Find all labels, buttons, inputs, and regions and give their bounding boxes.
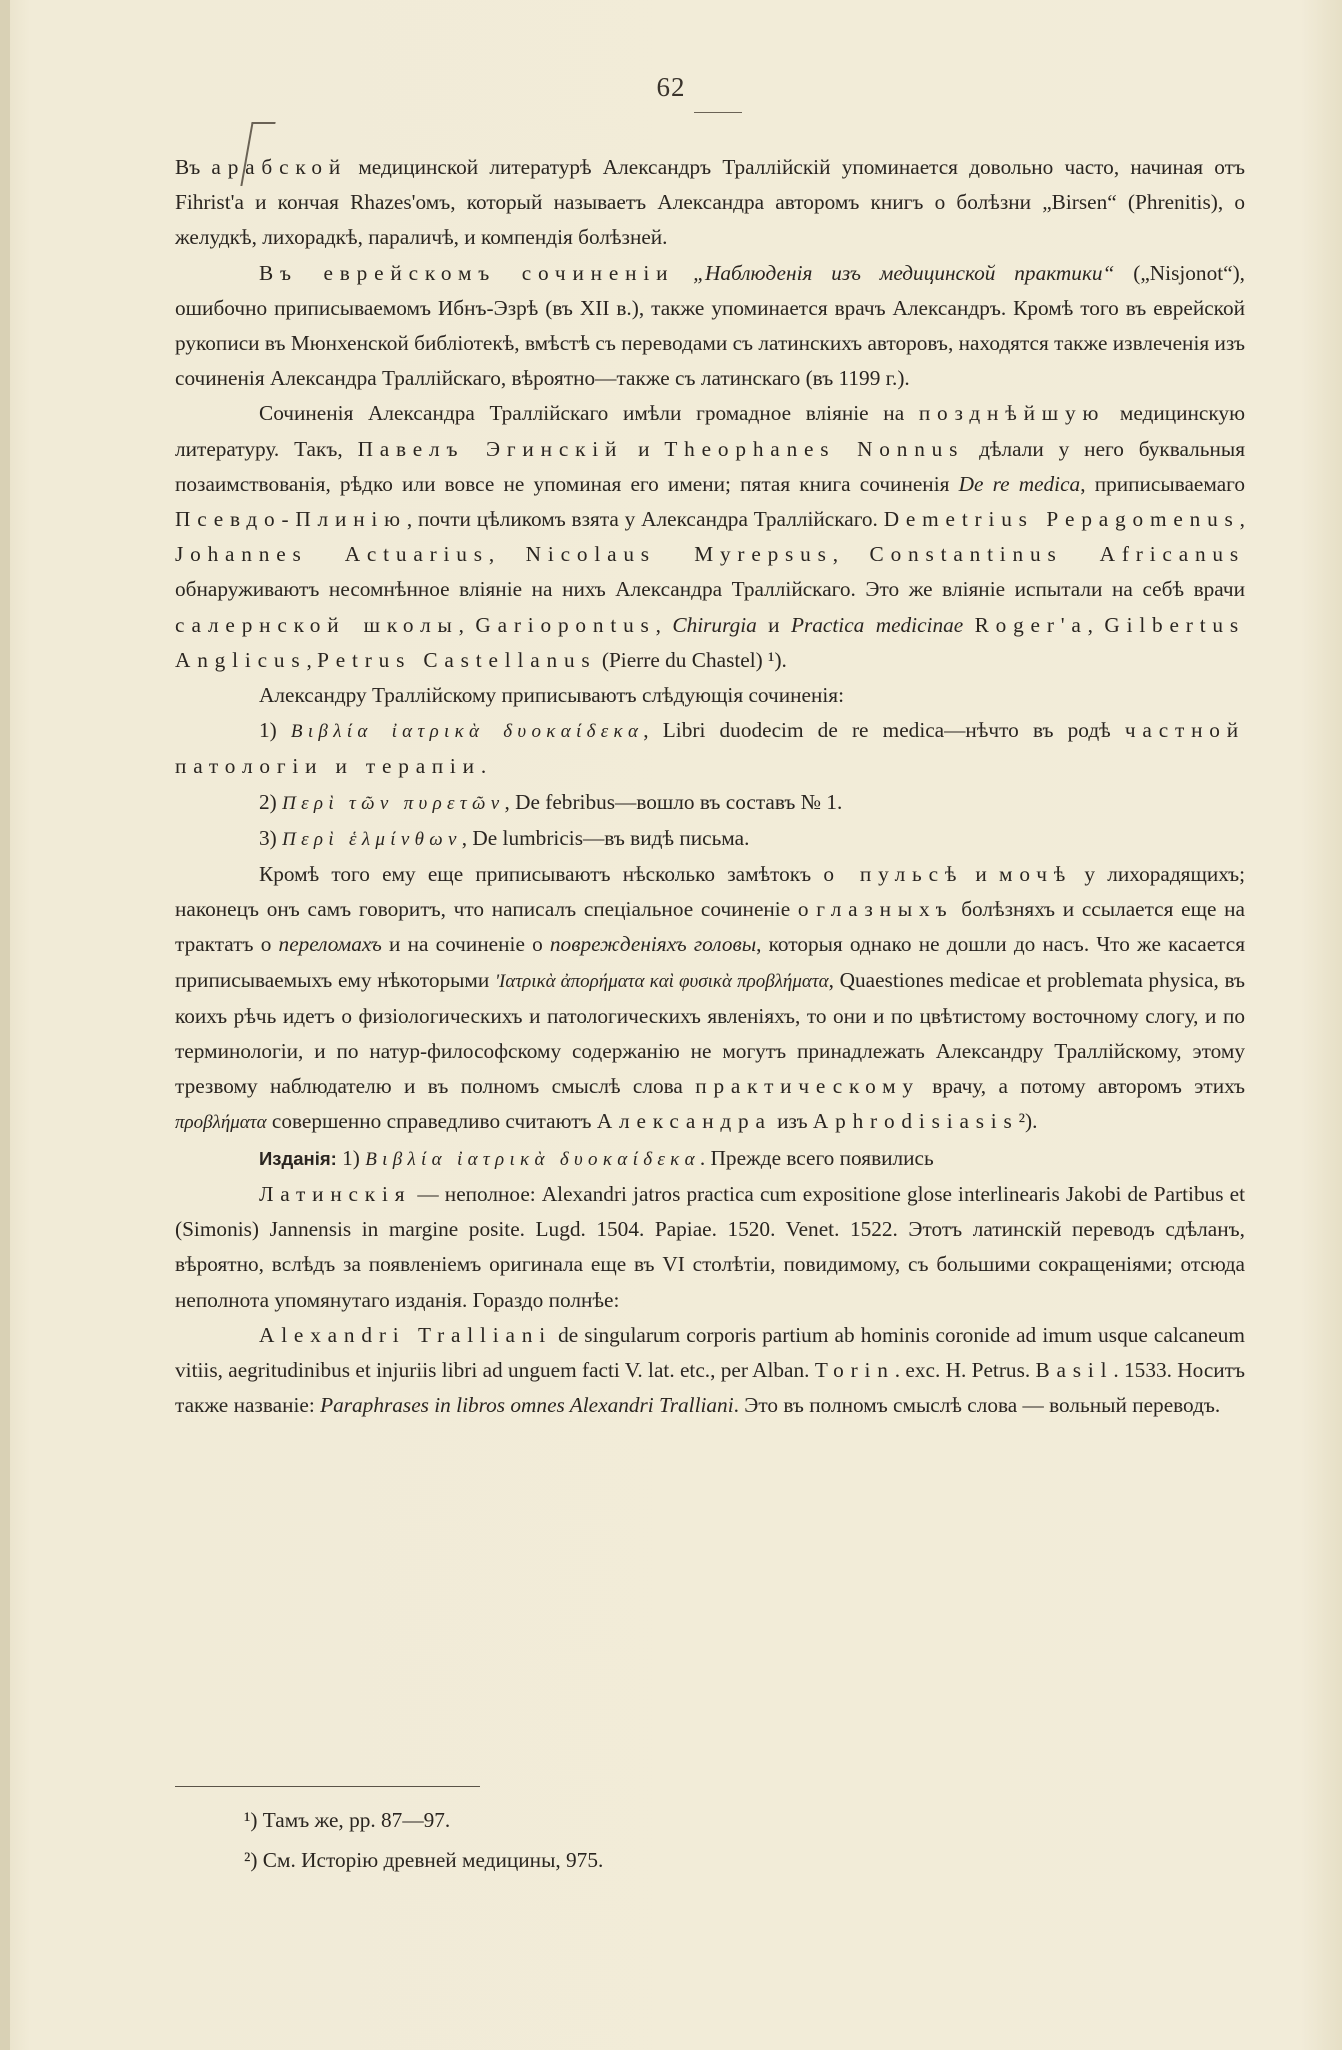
text-run: . Прежде всего появились [699, 1145, 934, 1170]
text-run: глазныхъ [816, 897, 954, 922]
paragraph [175, 1318, 1245, 1424]
text-run: о пульсѣ [823, 862, 964, 887]
text-run: мочѣ [999, 862, 1073, 887]
text-run: салернской школы [175, 612, 459, 637]
text-run: , [1239, 507, 1245, 532]
text-run [674, 261, 693, 285]
footnote-rule [175, 1786, 480, 1787]
paragraph [175, 678, 1245, 713]
text-run: , Libri duodecim de re medica—нѣчто въ родѣ [643, 718, 1125, 743]
footnotes [244, 1800, 603, 1880]
text-run: , которыя однако не дошли до насъ. Что же касается приписываемыхъ ему нѣкоторыми [175, 932, 1245, 992]
text-run: Johannes Actuarius [175, 542, 489, 567]
text-run: . [480, 754, 487, 779]
text-run: Constantinus Africanus [869, 542, 1245, 567]
text-run: поврежденіяхъ головы [549, 932, 757, 957]
text-run: , De lumbricis—въ видѣ письма. [461, 825, 750, 850]
text-run: („Nisjonot“), ошибочно приписываемомъ Ибнъ-Эзрѣ (въ XII в.), также упоминается врачъ Александръ. Кромѣ того въ еврейской рукописи въ Мюнхенской библіотекѣ, вмѣстѣ съ переводами съ латинскихъ авторовъ, находятся также извлеченія изъ сочиненія Александра Траллійскаго, вѣроятно—также съ латинскаго (въ 1199 г.). [175, 260, 1246, 391]
text-run: Gariopontus [475, 612, 656, 637]
text-run: и [756, 612, 791, 637]
text-run: , De febribus—вошло въ составъ № 1. [504, 789, 843, 814]
paragraph [175, 1177, 1245, 1318]
text-run: Roger'a [974, 612, 1088, 637]
paragraph [175, 256, 1245, 397]
page-number: 62 [656, 72, 686, 102]
text-run: , [306, 647, 318, 672]
text-run: медицинской литературѣ Александръ Траллійскій упоминается довольно часто, начиная отъ Fihrist'a и кончая Rhazes'омъ, который называетъ Александра авторомъ книгъ о болѣзни „Birsen“ (Phrenitis), о желудкѣ, лихорадкѣ, параличѣ, и компендія болѣзней. [175, 155, 1245, 250]
text-run: , [458, 612, 476, 637]
text-run: , почти цѣликомъ взята у Александра Траллійскаго. [406, 507, 884, 532]
text-run: и [623, 436, 665, 461]
text-run: болѣзняхъ и ссылается еще на трактатъ о [175, 897, 1245, 957]
text-run: 3) [259, 825, 283, 850]
text-run: Въ еврейскомъ сочиненіи [259, 260, 675, 285]
text-run: Александру Траллійскому приписываютъ слѣдующія сочиненія: [259, 683, 844, 708]
text-run: Павелъ Эгинскій [357, 436, 624, 461]
body-text [175, 150, 1245, 1423]
text-run: Въ [175, 155, 212, 179]
text-run: врачу, а потому авторомъ этихъ [919, 1074, 1245, 1099]
text-run: изъ [771, 1109, 813, 1134]
text-run: 1) [336, 1145, 366, 1170]
text-run: 1) [259, 718, 291, 743]
text-run: Alexandri Tralliani [259, 1322, 552, 1347]
text-run: Латинскія [259, 1181, 412, 1206]
text-run: у лихорадящихъ; наконецъ онъ самъ говоритъ, что написалъ спеціальное сочиненіе о [175, 862, 1246, 922]
text-run: и на сочиненіе о [381, 932, 550, 957]
paragraph [175, 1141, 1245, 1177]
text-run: 2) [259, 789, 283, 814]
text-run: дѣлали у него буквальныя позаимствованія, рѣдко или вовсе не упоминая его имени; пятая книга сочиненія [175, 436, 1246, 496]
text-run: частной патологіи и терапіи [175, 718, 1245, 779]
text-run: Chirurgia [672, 612, 757, 637]
page-binding-edge [0, 0, 10, 2050]
text-run: Aphrodisiasis [812, 1109, 1019, 1134]
text-run: . 1533. Носитъ также названіе: [175, 1357, 1245, 1418]
text-run: de singularum corporis partium ab hominis coronide ad imum usque calcaneum vitiis, aegritudinibus et injuriis libri ad unguem facti V. lat. etc., per Alban. [175, 1322, 1245, 1382]
text-run: переломахъ [278, 932, 382, 957]
text-run: . exc. H. Petrus. [894, 1357, 1036, 1382]
text-run: Demetrius Pepagomenus [883, 507, 1240, 532]
text-run: Theophanes Nonnus [664, 436, 965, 461]
text-run: , [488, 542, 526, 567]
paragraph [175, 785, 1245, 821]
text-run: προβλήματα [175, 1112, 267, 1134]
text-run: , [655, 612, 673, 637]
text-run: практическому [695, 1074, 920, 1099]
text-run: Περὶ τῶν πυρετῶν [282, 792, 505, 814]
text-run: , [832, 542, 870, 567]
text-run: — неполное: Alexandri jatros practica cum expositione glose interlinearis Jakobi de Partibus et (Simonis) Jannensis in margine posite. Lugd. 1504. Papiae. 1520. Venet. 1522. Этотъ латинскій переводъ сдѣланъ, вѣроятно, вслѣдъ за появленіемъ оригинала еще въ VI столѣтіи, повидимому, съ большими сокращеніями; отсюда неполнота упомянутаго изданія. Гораздо полнѣе: [175, 1181, 1245, 1312]
text-run: Βιβλία ἰατρικὰ δυοκαίδεκα [290, 721, 644, 743]
text-run: Torin [814, 1357, 895, 1382]
text-run: , [1087, 612, 1105, 637]
text-run: совершенно справедливо считаютъ [266, 1109, 597, 1134]
text-run: Сочиненія Александра Траллійскаго имѣли громадное вліяніе на [259, 401, 919, 426]
text-run: Βιβλία ἰατρικὰ δυοκαίδεκα [365, 1148, 700, 1170]
text-run: Александра [596, 1109, 772, 1134]
text-run: 'Ιατρικὰ ἀπορήματα καὶ φυσικὰ προβλήματα [494, 970, 829, 992]
text-run: Кромѣ того ему еще приписываютъ нѣсколько замѣтокъ [259, 862, 824, 887]
paragraph [175, 857, 1245, 1141]
text-run: „Наблюденія изъ медицинской практики“ [693, 260, 1115, 285]
text-run: Practica medicinae [790, 612, 964, 637]
text-run: (Pierre du Chastel) ¹). [596, 647, 787, 672]
paragraph [175, 396, 1245, 678]
text-run: De re medica [958, 471, 1081, 496]
text-run: Basil [1035, 1357, 1114, 1382]
text-run: медицинскую литературу. Такъ, [175, 401, 1245, 461]
text-run: Изданія: [259, 1147, 337, 1169]
paragraph [175, 821, 1245, 857]
text-run: Nicolaus Myrepsus [525, 542, 833, 567]
paragraph [175, 713, 1245, 784]
text-run: Περὶ ἑλμίνθων [282, 828, 462, 850]
text-run: Paraphrases in libros omnes Alexandri Tralliani [320, 1393, 734, 1418]
footnote: ²) См. Исторію древней медицины, 975. [244, 1848, 604, 1872]
text-run [963, 613, 974, 637]
text-run: Псевдо-Плинію [175, 507, 407, 532]
text-run: позднѣйшую [918, 401, 1106, 426]
paragraph [175, 150, 1245, 256]
text-run: и [963, 862, 1000, 887]
text-run: , приписываемаго [1080, 471, 1246, 496]
text-run: обнаруживаютъ несомнѣнное вліяніе на нихъ Александра Траллійскаго. Это же вліяніе испытали на себѣ врачи [175, 577, 1245, 602]
page-number-underline [694, 112, 742, 113]
text-run: Gilbertus Anglicus [175, 612, 1245, 672]
text-run: Petrus Castellanus [317, 647, 597, 672]
text-run: арабской [211, 155, 348, 179]
text-run: ²). [1018, 1109, 1038, 1134]
text-run: . Это въ полномъ смыслѣ слова — вольный переводъ. [733, 1393, 1221, 1418]
text-run: , Quaestiones medicae et problemata physica, въ коихъ рѣчь идетъ о физіологическихъ и патологическихъ явленіяхъ, то они и по цвѣтистому восточному слогу, и по терминологіи, и по натур-философскому содержанію не могутъ принадлежать Александру Траллійскому, этому трезвому наблюдателю и въ полномъ смыслѣ слова [175, 967, 1245, 1099]
footnote: ¹) Тамъ же, pp. 87—97. [244, 1808, 451, 1832]
